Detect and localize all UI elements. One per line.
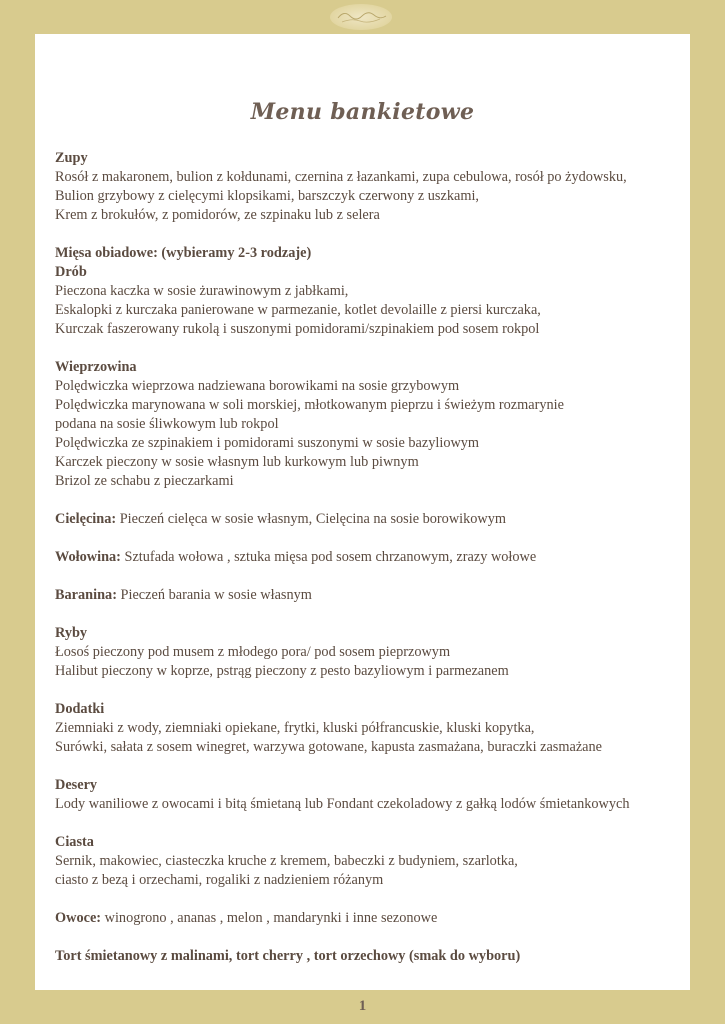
section-wolowina <box>55 548 685 567</box>
menu-line: Krem z brokułów, z pomidorów, ze szpinaku lub z selera <box>55 207 380 223</box>
section-wieprzowina <box>55 358 685 491</box>
section-heading: Ciasta <box>55 834 94 850</box>
menu-line: Sztufada wołowa , sztuka mięsa pod sosem chrzanowym, zrazy wołowe <box>120 549 537 565</box>
menu-line: winogrono , ananas , melon , mandarynki i inne sezonowe <box>101 910 438 926</box>
section-label: Baranina: <box>55 587 117 603</box>
menu-line: Surówki, sałata z sosem winegret, warzywa gotowane, kapusta zasmażana, buraczki zasmażane <box>55 739 603 755</box>
menu-line: Łosoś pieczony pod musem z młodego pora/ pod sosem pieprzowym <box>55 644 451 660</box>
menu-line: Pieczeń cielęca w sosie własnym, Cielęcina na sosie borowikowym <box>116 511 507 527</box>
menu-line: Rosół z makaronem, bulion z kołdunami, czernina z łazankami, zupa cebulowa, rosół po żydowsku, <box>55 169 627 185</box>
menu-line: Eskalopki z kurczaka panierowane w parmezanie, kotlet devolaille z piersi kurczaka, <box>55 302 541 318</box>
section-owoce <box>55 909 685 928</box>
menu-line: Kurczak faszerowany rukolą i suszonymi pomidorami/szpinakiem pod sosem rokpol <box>55 321 540 337</box>
section-heading: Ryby <box>55 625 88 641</box>
menu-line: Polędwiczka ze szpinakiem i pomidorami suszonymi w sosie bazyliowym <box>55 435 480 451</box>
section-heading: Wieprzowina <box>55 359 137 375</box>
page-number: 1 <box>358 998 367 1014</box>
section-heading: Zupy <box>55 150 88 166</box>
section-heading: Desery <box>55 777 98 793</box>
menu-line: Polędwiczka wieprzowa nadziewana borowikami na sosie grzybowym <box>55 378 460 394</box>
section-label: Cielęcina: <box>55 511 117 527</box>
menu-line: Karczek pieczony w sosie własnym lub kurkowym lub piwnym <box>55 454 419 470</box>
section-miesa <box>55 244 685 339</box>
section-ryby <box>55 624 685 681</box>
menu-sheet <box>35 34 690 990</box>
section-dodatki <box>55 700 685 757</box>
menu-line: ciasto z bezą i orzechami, rogaliki z nadzieniem różanym <box>55 872 384 888</box>
section-tort: Tort śmietanowy z malinami, tort cherry , tort orzechowy (smak do wyboru) <box>55 948 521 964</box>
logo-script-icon <box>330 4 392 30</box>
menu-line: Polędwiczka marynowana w soli morskiej, młotkowanym pieprzu i świeżym rozmarynie <box>55 397 564 413</box>
section-subheading: Drób <box>55 264 87 280</box>
section-zupy <box>55 149 685 225</box>
page-title: Menu bankietowe <box>250 99 475 125</box>
menu-line: Lody waniliowe z owocami i bitą śmietaną lub Fondant czekoladowy z gałką lodów śmietankowych <box>55 796 630 812</box>
section-heading: Dodatki <box>55 701 105 717</box>
menu-line: Brizol ze schabu z pieczarkami <box>55 473 234 489</box>
section-desery <box>55 776 685 814</box>
menu-line: Pieczeń barania w sosie własnym <box>116 587 312 603</box>
menu-line: podana na sosie śliwkowym lub rokpol <box>55 416 279 432</box>
section-label: Wołowina: <box>55 549 121 565</box>
menu-line: Sernik, makowiec, ciasteczka kruche z kremem, babeczki z budyniem, szarlotka, <box>55 853 518 869</box>
section-heading: Mięsa obiadowe: (wybieramy 2-3 rodzaje) <box>55 245 312 261</box>
section-cielecina <box>55 510 685 529</box>
menu-content <box>55 130 685 966</box>
menu-line: Halibut pieczony w koprze, pstrąg pieczony z pesto bazyliowym i parmezanem <box>55 663 509 679</box>
section-ciasta <box>55 833 685 890</box>
section-label: Owoce: <box>55 910 102 926</box>
menu-line: Pieczona kaczka w sosie żurawinowym z jabłkami, <box>55 283 349 299</box>
menu-line: Bulion grzybowy z cielęcymi klopsikami, barszczyk czerwony z uszkami, <box>55 188 480 204</box>
menu-line: Ziemniaki z wody, ziemniaki opiekane, frytki, kluski półfrancuskie, kluski kopytka, <box>55 720 535 736</box>
logo-emblem <box>330 4 392 30</box>
section-baranina <box>55 586 685 605</box>
